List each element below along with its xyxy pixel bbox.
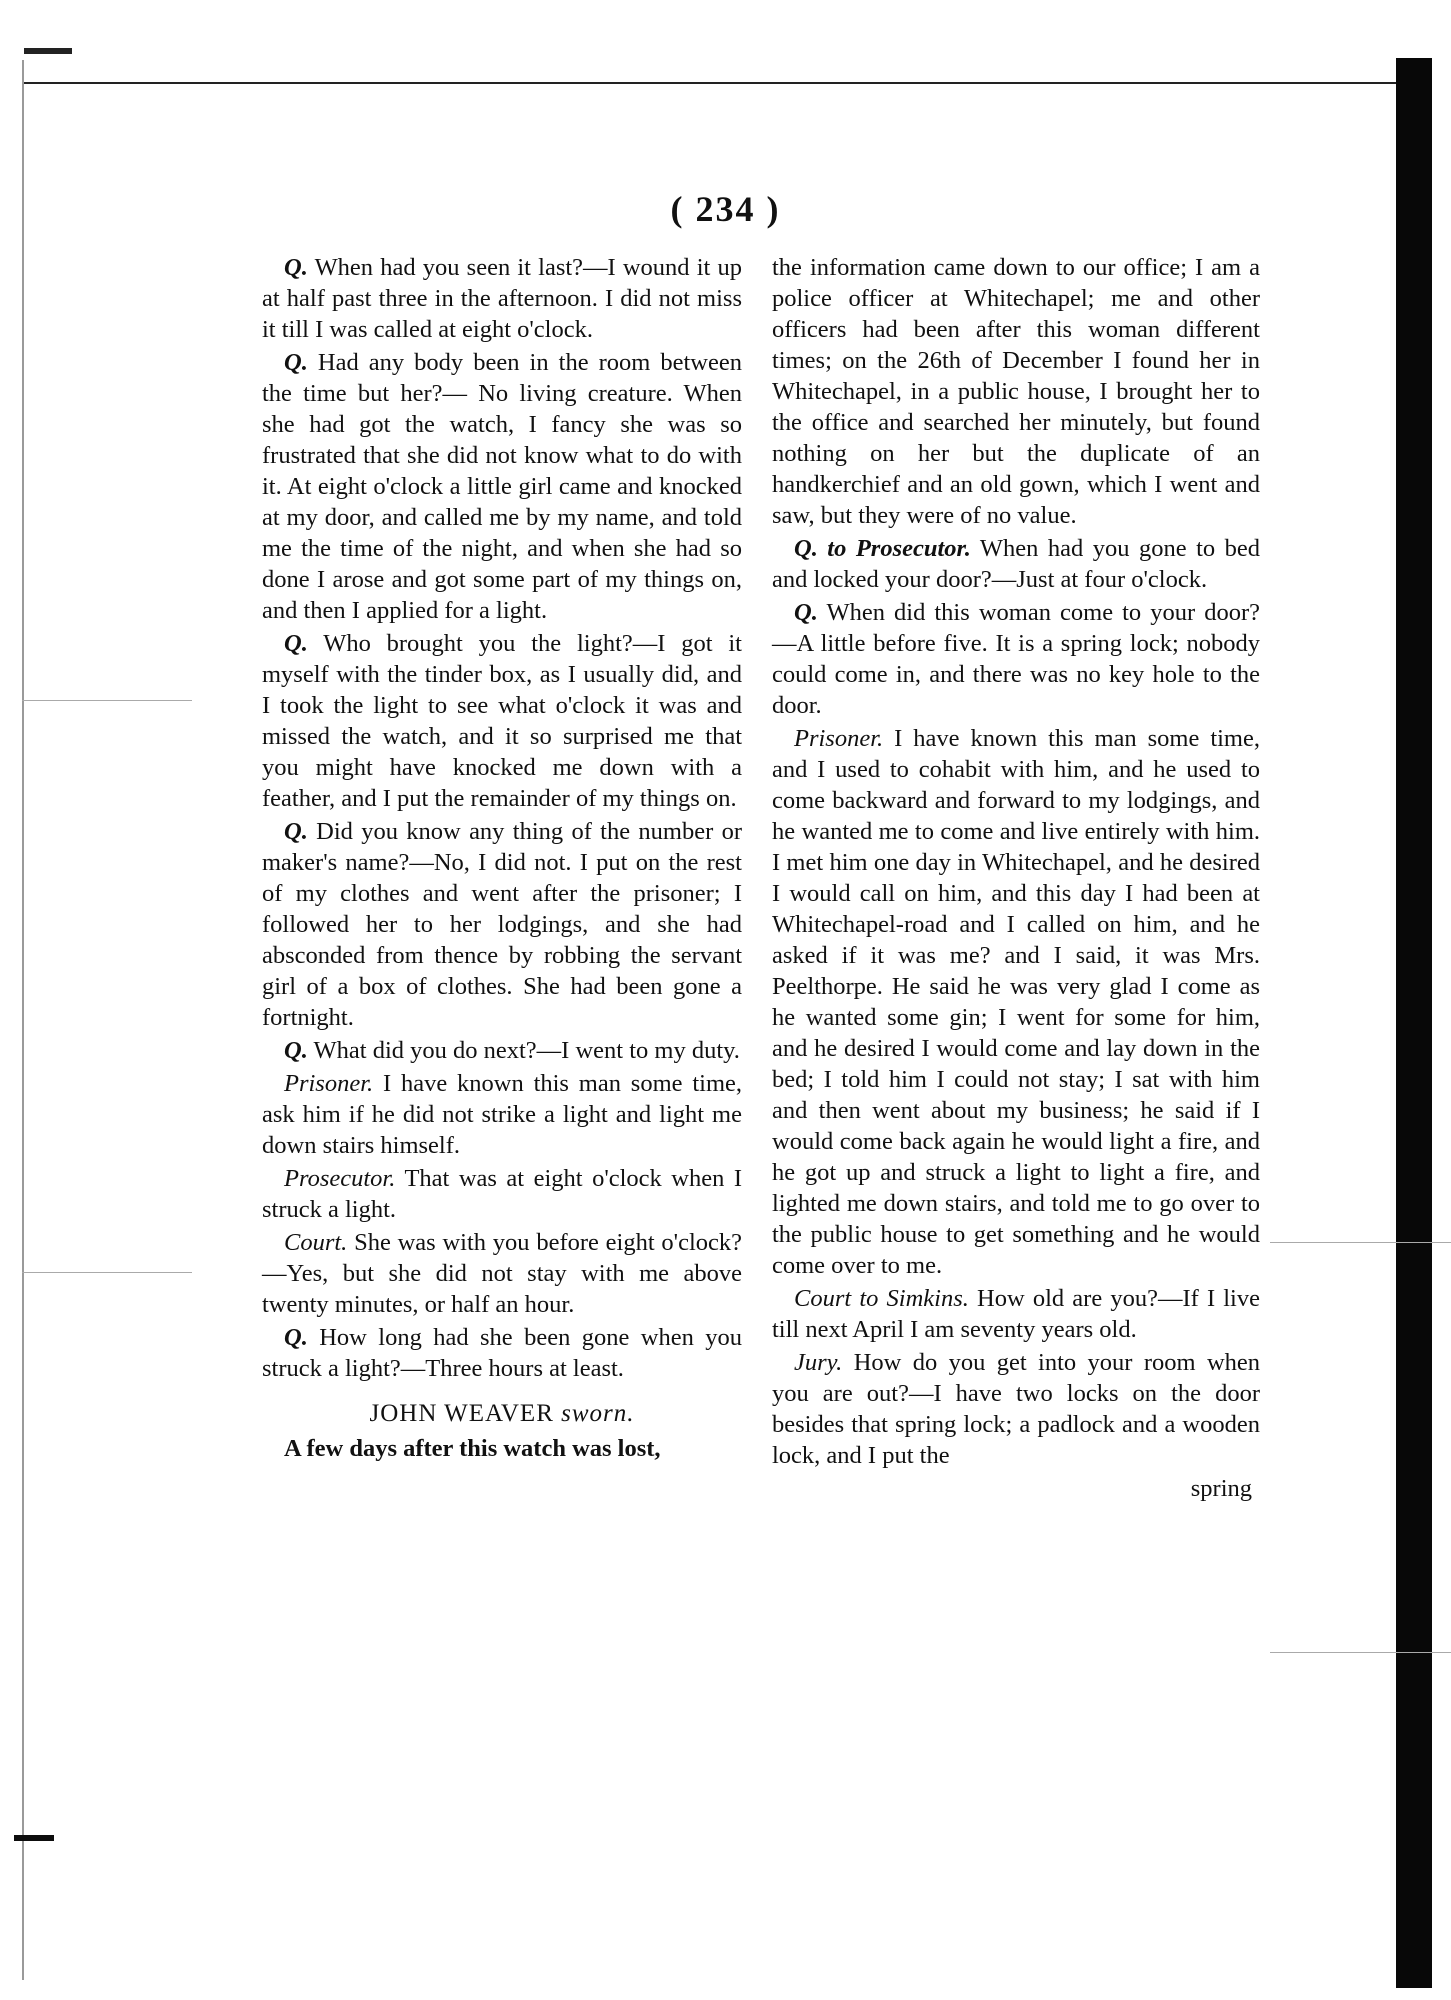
witness-heading [262,1398,742,1429]
right-paragraph [772,252,1260,531]
left-last-line: A few days after this watch was lost, [284,1435,661,1462]
scan-line [1270,1242,1451,1243]
right-paragraph [772,597,1260,721]
paragraph-text: When did this woman come to your door?—A little before five. It is a spring lock; nobody could come in, and there was no key hole to the door. [772,599,1260,719]
left-paragraph [262,252,742,345]
left-paragraph [262,628,742,814]
paragraph-text: She was with you before eight o'clock?—Yes, but she did not stay with me above twenty minutes, or half an hour. [262,1229,743,1318]
scan-mark-top-left [24,48,72,54]
question-marker: Q. [794,599,818,626]
right-paragraph [772,723,1260,1281]
left-paragraph [262,347,742,626]
speaker-label: Prisoner. [284,1070,374,1097]
paragraph-text: Did you know any thing of the number or maker's name?—No, I did not. I put on the rest of my clothes and went after the prisoner; I followed her to her lodgings, and she had absconded from thence by robbing the servant girl of a box of clothes. She had been gone a fortnight. [262,818,742,1031]
scan-line [1270,1652,1451,1653]
paragraph-text: I have known this man some time, and I used to cohabit with him, and he used to come backward and forward to my lodgings, and he wanted me to come and live entirely with him. I met him one day in Whitechapel, and he desired I would call on him, and this day I had been at Whitechapel-road and I called on him, and he asked if it was me? and I said, it was Mrs. Peelthorpe. He said he was very glad I come as he wanted some gin; I went for some for him, and he desired I would come and lay down in the bed; I told him I could not stay; I sat with him and then went about my business; he said if I would come back again he would light a fire, and he got up and struck a light to light a fire, and lighted me down stairs, and told me to go over to the public house to get something and he would come over to me. [772,725,1260,1279]
scan-line [22,700,192,701]
speaker-label: Prisoner. [794,725,884,752]
left-column [262,252,742,1466]
page-top-rule [22,82,1427,84]
speaker-label: Court to Simkins. [794,1285,969,1312]
paragraph-text: the information came down to our office; I am a police officer at Whitechapel; me and other officers had been after this woman different times; on the 26th of December I found her in Whitechapel, in a public house, I brought her to the office and searched her minutely, but found nothing on her but the duplicate of an handkerchief and an old gown, which I went and saw, but they were of no value. [772,254,1260,529]
question-marker: Q. [284,349,308,376]
question-marker: Q. [284,818,308,845]
question-marker: Q. to Prosecutor. [794,535,971,562]
question-marker: Q. [284,1324,308,1351]
witness-name: JOHN WEAVER [369,1400,554,1427]
question-marker: Q. [284,1037,308,1064]
speaker-label: Prosecutor. [284,1165,396,1192]
question-marker: Q. [284,630,308,657]
witness-sworn: sworn. [561,1400,635,1427]
left-paragraph [262,1068,742,1161]
right-column [772,252,1260,1504]
right-paragraph [772,1283,1260,1345]
left-paragraph [262,1163,742,1225]
paragraph-text: That was at eight o'clock when I struck a light. [262,1165,742,1223]
question-marker: Q. [284,254,308,281]
paragraph-text: When had you gone to bed and locked your door?—Just at four o'clock. [772,535,1260,593]
left-paragraph [262,1227,742,1320]
paragraph-text: I have known this man some time, ask him if he did not strike a light and light me down stairs himself. [262,1070,742,1159]
page-left-edge [22,60,24,1980]
paragraph-text: How old are you?—If I live till next April I am seventy years old. [772,1285,1260,1343]
catchword: spring [1190,1475,1252,1502]
scan-right-edge-bar [1396,58,1432,1988]
paragraph-text: Had any body been in the room between the time but her?— No living creature. When she had got the watch, I fancy she was so frustrated that she did not know what to do with it. At eight o'clock a little girl came and knocked at my door, and called me by my name, and told me the time of the night, and when she had so done I arose and got some part of my things on, and then I applied for a light. [262,349,742,624]
paragraph-text: Who brought you the light?—I got it myself with the tinder box, as I usually did, and I took the light to see what o'clock it was and missed the watch, and it so surprised me that you might have knocked me down with a feather, and I put the remainder of my things on. [262,630,742,812]
right-paragraph [772,533,1260,595]
left-paragraph [262,1322,742,1384]
paragraph-text: How long had she been gone when you struck a light?—Three hours at least. [262,1324,742,1382]
paragraph-text: How do you get into your room when you are out?—I have two locks on the door besides that spring lock; a padlock and a wooden lock, and I put the [772,1349,1261,1469]
right-paragraph [772,1347,1260,1471]
scan-line [22,1272,192,1273]
left-paragraph [262,816,742,1033]
speaker-label: Jury. [794,1349,843,1376]
speaker-label: Court. [284,1229,348,1256]
paragraph-text: When had you seen it last?—I wound it up at half past three in the afternoon. I did not miss it till I was called at eight o'clock. [262,254,742,343]
page-number: ( 234 ) [670,189,781,229]
left-paragraph [262,1035,742,1066]
scan-mark-bottom-left [14,1835,54,1841]
paragraph-text: What did you do next?—I went to my duty. [313,1037,740,1064]
